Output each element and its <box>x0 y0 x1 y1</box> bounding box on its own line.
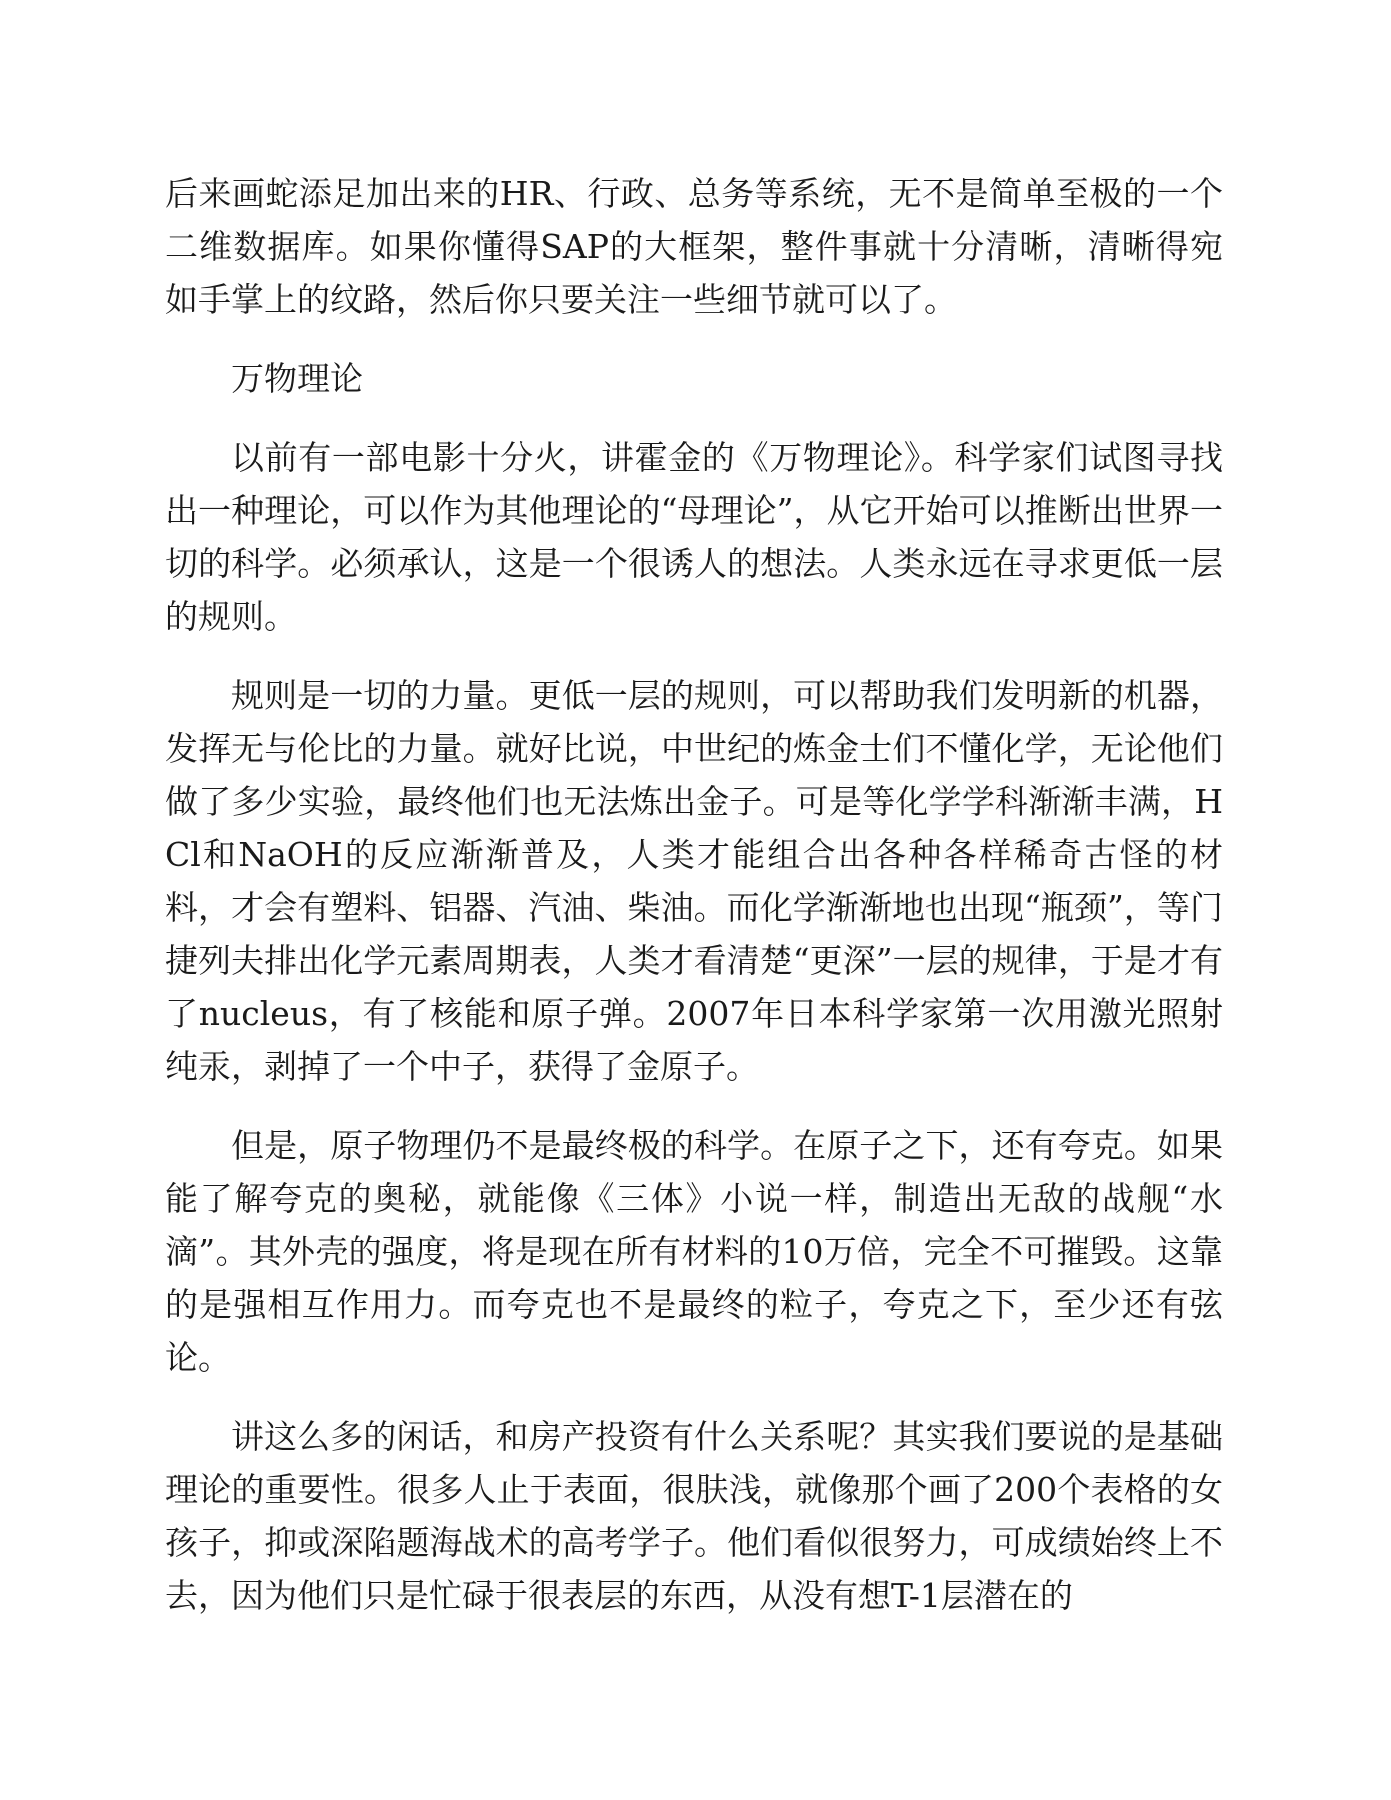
paragraph-theory-film: 以前有一部电影十分火，讲霍金的《万物理论》。科学家们试图寻找出一种理论，可以作为其他理论的“母理论”，从它开始可以推断出世界一切的科学。必须承认，这是一个很诱人的想法。人类永远在寻求更低一层的规则。 <box>165 438 1223 636</box>
paragraph-sap-continuation: 后来画蛇添足加出来的HR、行政、总务等系统，无不是简单至极的一个二维数据库。如果你懂得SAP的大框架，整件事就十分清晰，清晰得宛如手掌上的纹路，然后你只要关注一些细节就可以了。 <box>165 174 1223 319</box>
paragraph-rules-power: 规则是一切的力量。更低一层的规则，可以帮助我们发明新的机器，发挥无与伦比的力量。就好比说，中世纪的炼金士们不懂化学，无论他们做了多少实验，最终他们也无法炼出金子。可是等化学学科渐渐丰满，HCl和NaOH的反应渐渐普及，人类才能组合出各种各样稀奇古怪的材料，才会有塑料、铝器、汽油、柴油。而化学渐渐地也出现“瓶颈”，等门捷列夫排出化学元素周期表，人类才看清楚“更深”一层的规律，于是才有了nucleus，有了核能和原子弹。2007年日本科学家第一次用激光照射纯汞，剥掉了一个中子，获得了金原子。 <box>165 676 1223 1086</box>
section-heading-theory-of-everything: 万物理论 <box>231 359 363 398</box>
paragraph-real-estate: 讲这么多的闲话，和房产投资有什么关系呢？其实我们要说的是基础理论的重要性。很多人止于表面，很肤浅，就像那个画了200个表格的女孩子，抑或深陷题海战术的高考学子。他们看似很努力，可成绩始终上不去，因为他们只是忙碌于很表层的东西，从没有想T-1层潜在的 <box>165 1417 1223 1615</box>
paragraph-quarks: 但是，原子物理仍不是最终极的科学。在原子之下，还有夸克。如果能了解夸克的奥秘，就能像《三体》小说一样，制造出无敌的战舰“水滴”。其外壳的强度，将是现在所有材料的10万倍，完全不可摧毁。这靠的是强相互作用力。而夸克也不是最终的粒子，夸克之下，至少还有弦论。 <box>165 1126 1223 1377</box>
document-page <box>165 167 1223 1648</box>
